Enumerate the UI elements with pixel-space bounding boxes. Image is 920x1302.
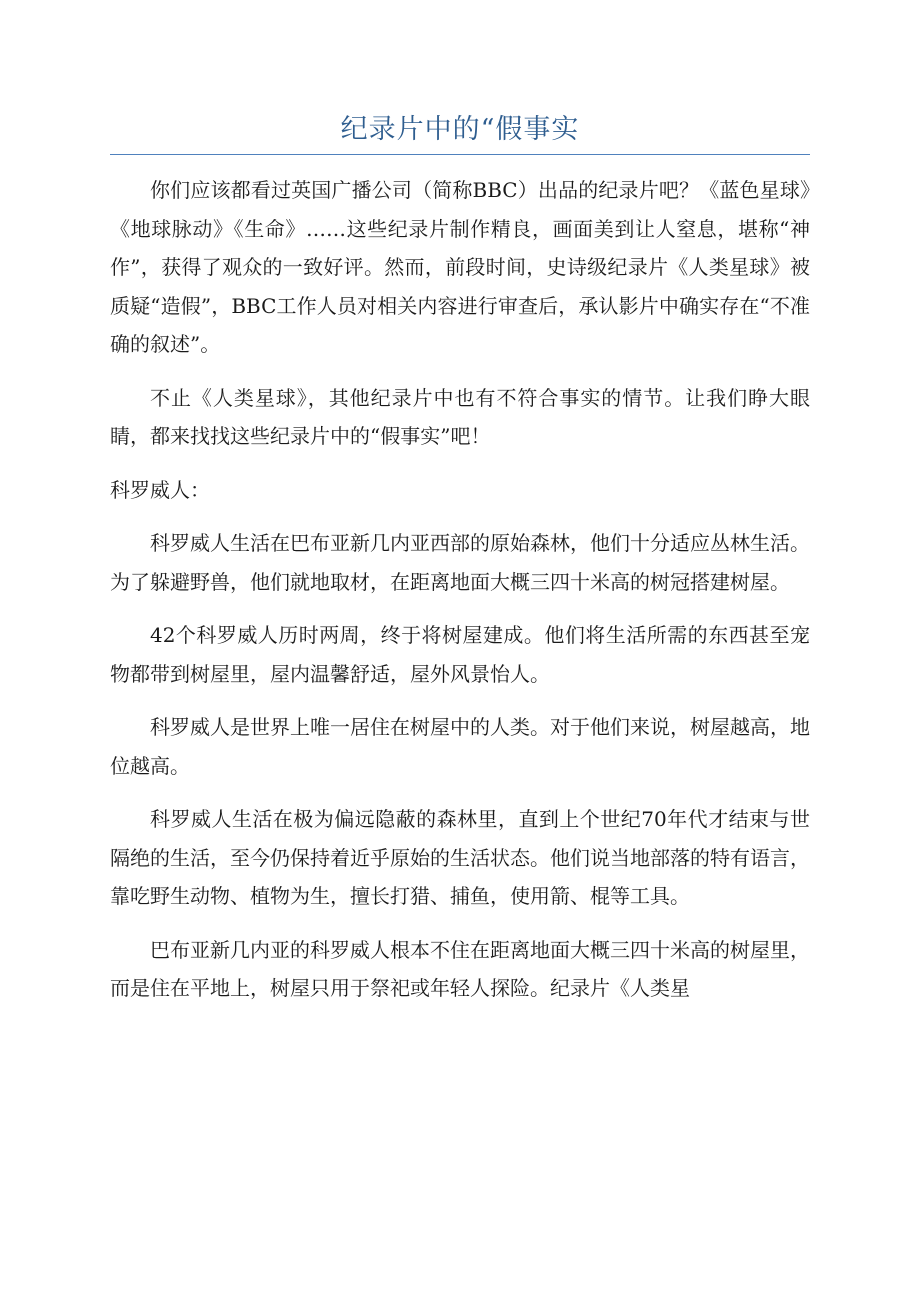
document-title: 纪录片中的“假事实 — [340, 114, 580, 145]
paragraph-only-treehouse: 科罗威人是世界上唯一居住在树屋中的人类。对于他们来说，树屋越高，地位越高。 — [110, 715, 810, 778]
paragraph-korowai-forest: 科罗威人生活在巴布亚新几内亚西部的原始森林，他们十分适应丛林生活。为了躲避野兽，他们就地取材，在距离地面大概三四十米高的树冠搭建树屋。 — [110, 531, 810, 594]
document-body — [110, 171, 810, 1023]
title-underline — [110, 154, 810, 155]
paragraph-treehouse-built: 42个科罗威人历时两周，终于将树屋建成。他们将生活所需的东西甚至宠物都带到树屋里，屋内温馨舒适，屋外风景怡人。 — [110, 623, 810, 686]
section-heading-korowai: 科罗威人： — [110, 477, 210, 502]
paragraph-remote-life: 科罗威人生活在极为偏远隐蔽的森林里，直到上个世纪70年代才结束与世隔绝的生活，至今仍保持着近乎原始的生活状态。他们说当地部落的特有语言，靠吃野生动物、植物为生，擅长打猎、捕鱼，使用箭、棍等工具。 — [110, 807, 810, 908]
paragraph-intro: 你们应该都看过英国广播公司（简称BBC）出品的纪录片吧？《蓝色星球》《地球脉动》《生命》……这些纪录片制作精良，画面美到让人窒息，堪称“神作”，获得了观众的一致好评。然而，前段时间，史诗级纪录片《人类星球》被质疑“造假”，BBC工作人员对相关内容进行审查后，承认影片中确实存在“不准确的叙述”。 — [110, 178, 810, 356]
paragraph-truth: 巴布亚新几内亚的科罗威人根本不住在距离地面大概三四十米高的树屋里，而是住在平地上，树屋只用于祭祀或年轻人探险。纪录片《人类星 — [110, 937, 810, 1000]
paragraph-not-only: 不止《人类星球》，其他纪录片中也有不符合事实的情节。让我们睁大眼睛，都来找找这些纪录片中的“假事实”吧！ — [110, 385, 810, 448]
